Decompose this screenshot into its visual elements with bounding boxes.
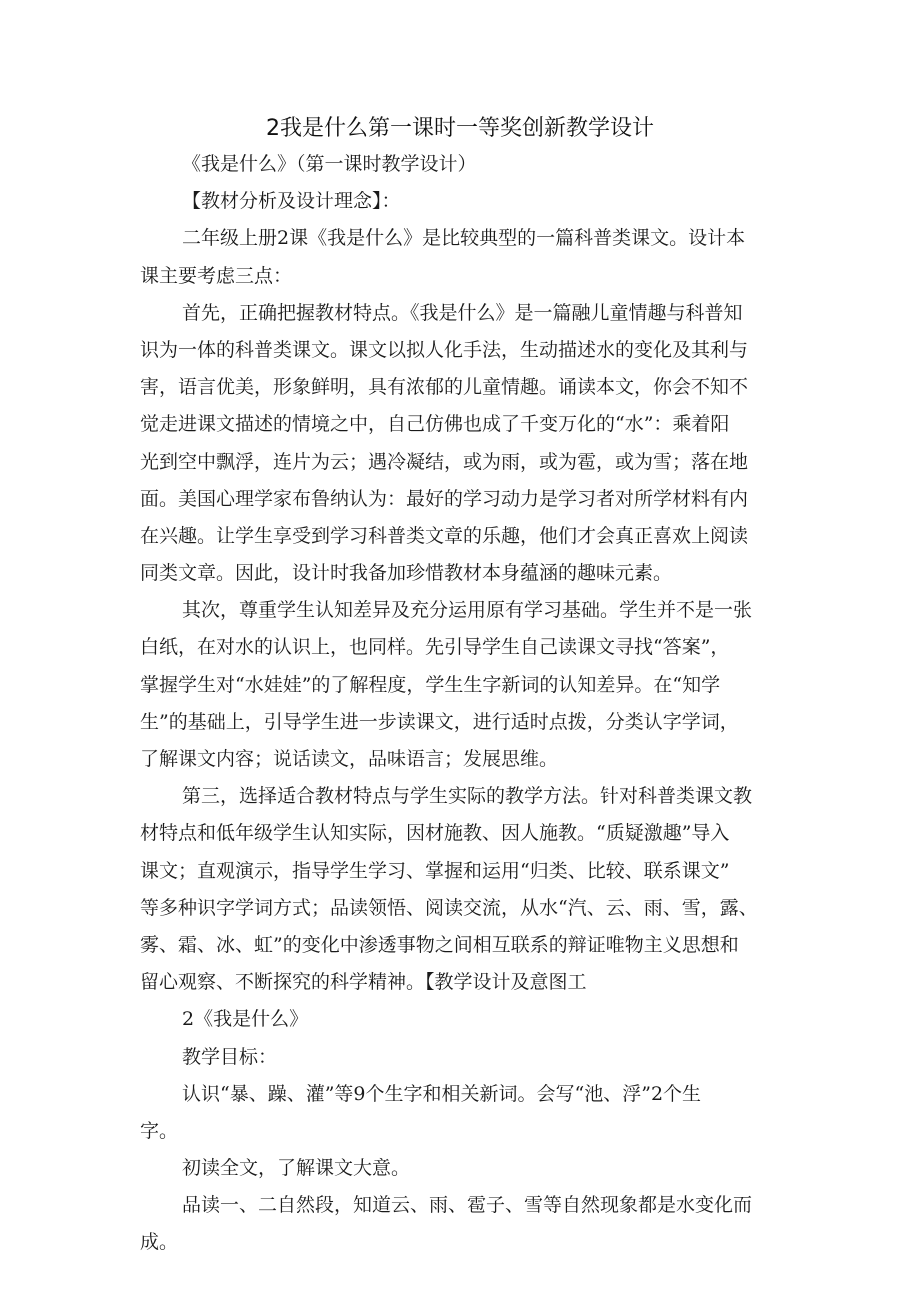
text-line: 雾、霜、冰、虹”的变化中渗透事物之间相互联系的辩证唯物主义思想和 xyxy=(140,933,739,956)
document-body xyxy=(140,146,790,1262)
text-line: 等多种识字学词方式；品读领悟、阅读交流，从水“汽、云、雨、雪，露、 xyxy=(140,896,758,919)
text-line: 【教材分析及设计理念】： xyxy=(182,190,401,213)
text-line: 白纸，在对水的认识上，也同样。先引导学生自己读课文寻找“答案”， xyxy=(140,636,730,659)
text-line: 识为一体的科普类课文。课文以拟人化手法，生动描述水的变化及其利与 xyxy=(140,338,749,361)
text-line: 第三，选择适合教材特点与学生实际的教学方法。针对科普类课文教 xyxy=(182,785,753,808)
text-line: 光到空中飘浮，连片为云；遇冷凝结，或为雨，或为雹，或为雪；落在地 xyxy=(140,450,749,473)
text-line: 认识“暴、躁、灌”等9个生字和相关新词。会写“池、浮”2个生 xyxy=(182,1082,702,1105)
text-line: 初读全文，了解课文大意。 xyxy=(182,1157,411,1180)
text-line: 材特点和低年级学生认知实际，因材施教、因人施教。“质疑激趣”导入 xyxy=(140,822,730,845)
text-line: 教学目标： xyxy=(182,1045,278,1068)
text-line: 课文；直观演示，指导学生学习、掌握和运用“归类、比较、联系课文” xyxy=(140,859,730,882)
text-line: 品读一、二自然段，知道云、雨、雹子、雪等自然现象都是水变化而 xyxy=(182,1194,753,1217)
text-line: 成。 xyxy=(140,1231,179,1254)
text-line: 害，语言优美，形象鲜明，具有浓郁的儿童情趣。诵读本文，你会不知不 xyxy=(140,376,749,399)
text-line: 首先，正确把握教材特点。《我是什么》是一篇融儿童情趣与科普知 xyxy=(182,301,743,324)
text-line: 二年级上册2课《我是什么》是比较典型的一篇科普类课文。设计本 xyxy=(182,227,746,250)
text-line: 《我是什么》（第一课时教学设计） xyxy=(182,153,477,175)
text-line: 其次，尊重学生认知差异及充分运用原有学习基础。学生并不是一张 xyxy=(182,599,753,622)
text-line: 在兴趣。让学生享受到学习科普类文章的乐趣，他们才会真正喜欢上阅读 xyxy=(140,524,749,547)
text-line: 生”的基础上，引导学生进一步读课文，进行适时点拨，分类认字学词， xyxy=(140,710,739,733)
text-line: 觉走进课文描述的情境之中，自己仿佛也成了千变万化的“水”：乘着阳 xyxy=(140,413,730,436)
text-line: 留心观察、不断探究的科学精神。【教学设计及意图工 xyxy=(140,971,587,994)
text-line: 字。 xyxy=(140,1119,179,1142)
document-title: 2我是什么第一课时一等奖创新教学设计 xyxy=(266,116,654,141)
text-line: 面。美国心理学家布鲁纳认为：最好的学习动力是学习者对所学材料有内 xyxy=(140,487,749,510)
text-line: 了解课文内容；说话读文，品味语言；发展思维。 xyxy=(140,748,559,770)
text-line: 课主要考虑三点： xyxy=(140,264,293,287)
text-line: 掌握学生对“水娃娃”的了解程度，学生生字新词的认知差异。在“知学 xyxy=(140,673,721,696)
text-line: 同类文章。因此，设计时我备加珍惜教材本身蕴涵的趣味元素。 xyxy=(140,562,673,585)
text-line: 2《我是什么》 xyxy=(182,1008,309,1031)
